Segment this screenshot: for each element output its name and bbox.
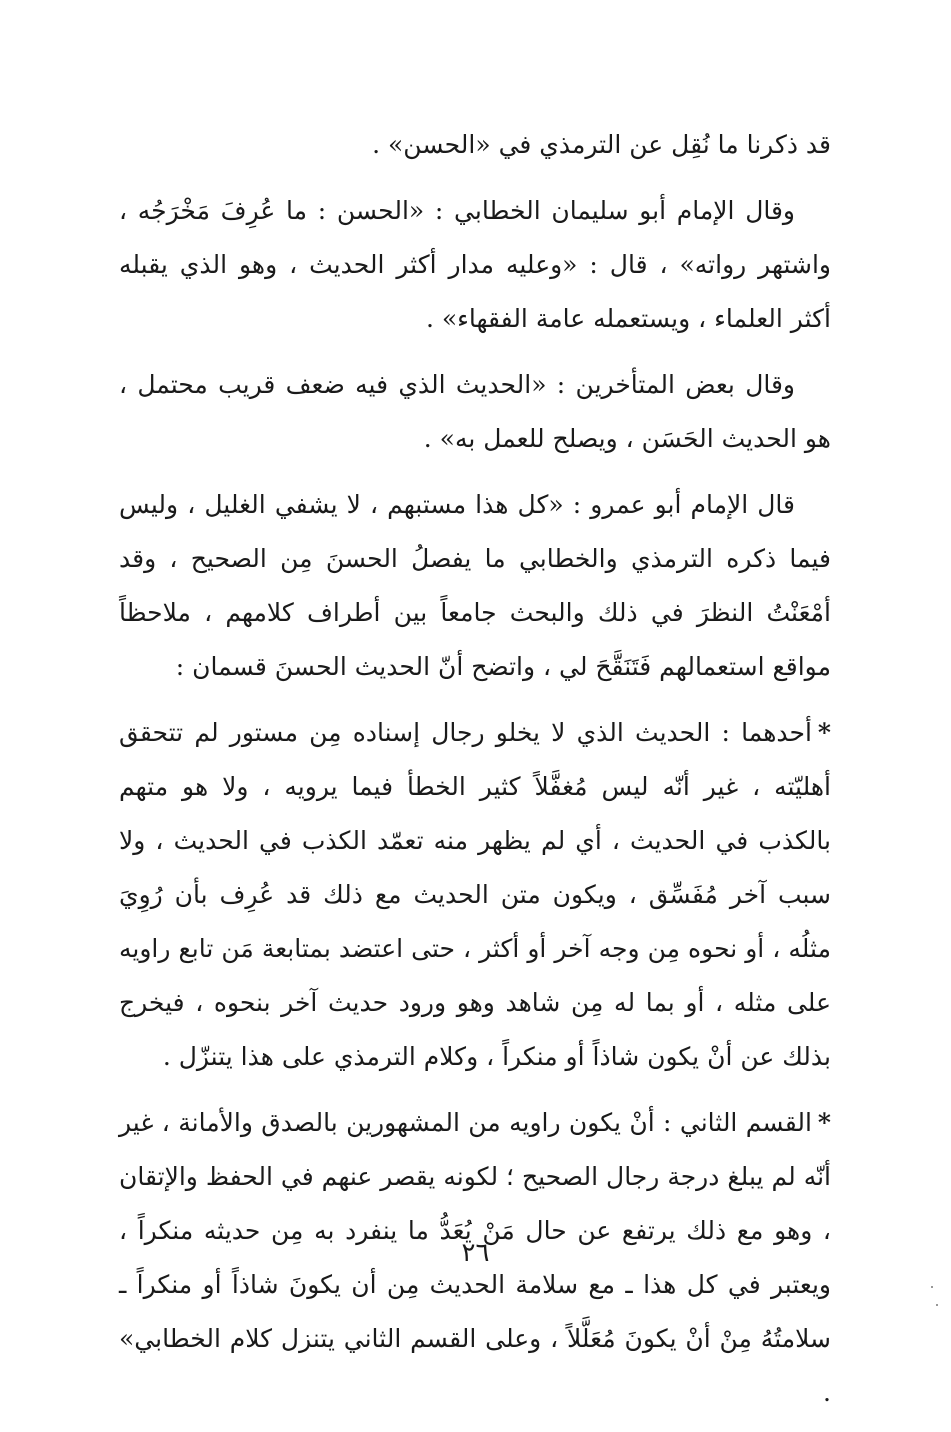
scan-speck xyxy=(936,1304,938,1306)
paragraph-3: وقال بعض المتأخرين : «الحديث الذي فيه ضعف قريب محتمل ، هو الحديث الحَسَن ، ويصلح للعمل به» . xyxy=(119,370,831,453)
body-text xyxy=(119,118,831,1432)
bullet-marker: * xyxy=(817,718,831,747)
paragraph-6-text: القسم الثاني : أنْ يكون راويه من المشهورين بالصدق والأمانة ، غير أنّه لم يبلغ درجة رجال الصحيح ؛ لكونه يقصر عنهم في الحفظ والإتقان ، وهو مع ذلك يرتفع عن حال مَنْ يُعَدُّ ما ينفرد به مِن حديثه منكراً ، ويعتبر في كل هذا ـ مع سلامة الحديث مِن أن يكونَ شاذاً أو منكراً ـ سلامتُهُ مِنْ أنْ يكونَ مُعَلَّلاً ، وعلى القسم الثاني يتنزل كلام الخطابي» . xyxy=(119,1108,831,1407)
paragraph-5 xyxy=(119,706,831,1084)
paragraph-4: قال الإمام أبو عمرو : «كل هذا مستبهم ، لا يشفي الغليل ، وليس فيما ذكره الترمذي والخطابي ما يفصلُ الحسنَ مِن الصحيح ، وقد أمْعَنْتُ النظرَ في ذلك والبحث جامعاً بين أطراف كلامهم ، ملاحظاً مواقع استعمالهم فَتَنَقَّحَ لي ، واتضح أنّ الحديث الحسنَ قسمان : xyxy=(119,490,832,681)
page-number: ٢٦ xyxy=(461,1238,490,1268)
paragraph-2: وقال الإمام أبو سليمان الخطابي : «الحسن : ما عُرِفَ مَخْرَجُه ، واشتهر رواته» ، قال : «وعليه مدار أكثر الحديث ، وهو الذي يقبله أكثر العلماء ، ويستعمله عامة الفقهاء» . xyxy=(119,196,831,333)
bullet-marker: * xyxy=(817,1108,831,1137)
scan-speck xyxy=(931,1286,933,1288)
paragraph-1: قد ذكرنا ما نُقِل عن الترمذي في «الحسن» . xyxy=(372,130,831,159)
paragraph-5-text: أحدهما : الحديث الذي لا يخلو رجال إسناده مِن مستور لم تتحقق أهليّته ، غير أنّه ليس مُغفَّلاً كثير الخطأ فيما يرويه ، ولا هو متهم بالكذب في الحديث ، أي لم يظهر منه تعمّد الكذب في الحديث ، ولا سبب آخر مُفَسِّق ، ويكون متن الحديث مع ذلك قد عُرِف بأن رُوِيَ مثلُه ، أو نحوه مِن وجه آخر أو أكثر ، حتى اعتضد بمتابعة مَن تابع راويه على مثله ، أو بما له مِن شاهد وهو ورود حديث آخر بنحوه ، فيخرج بذلك عن أنْ يكون شاذاً أو منكراً ، وكلام الترمذي على هذا يتنزّل . xyxy=(119,718,831,1071)
